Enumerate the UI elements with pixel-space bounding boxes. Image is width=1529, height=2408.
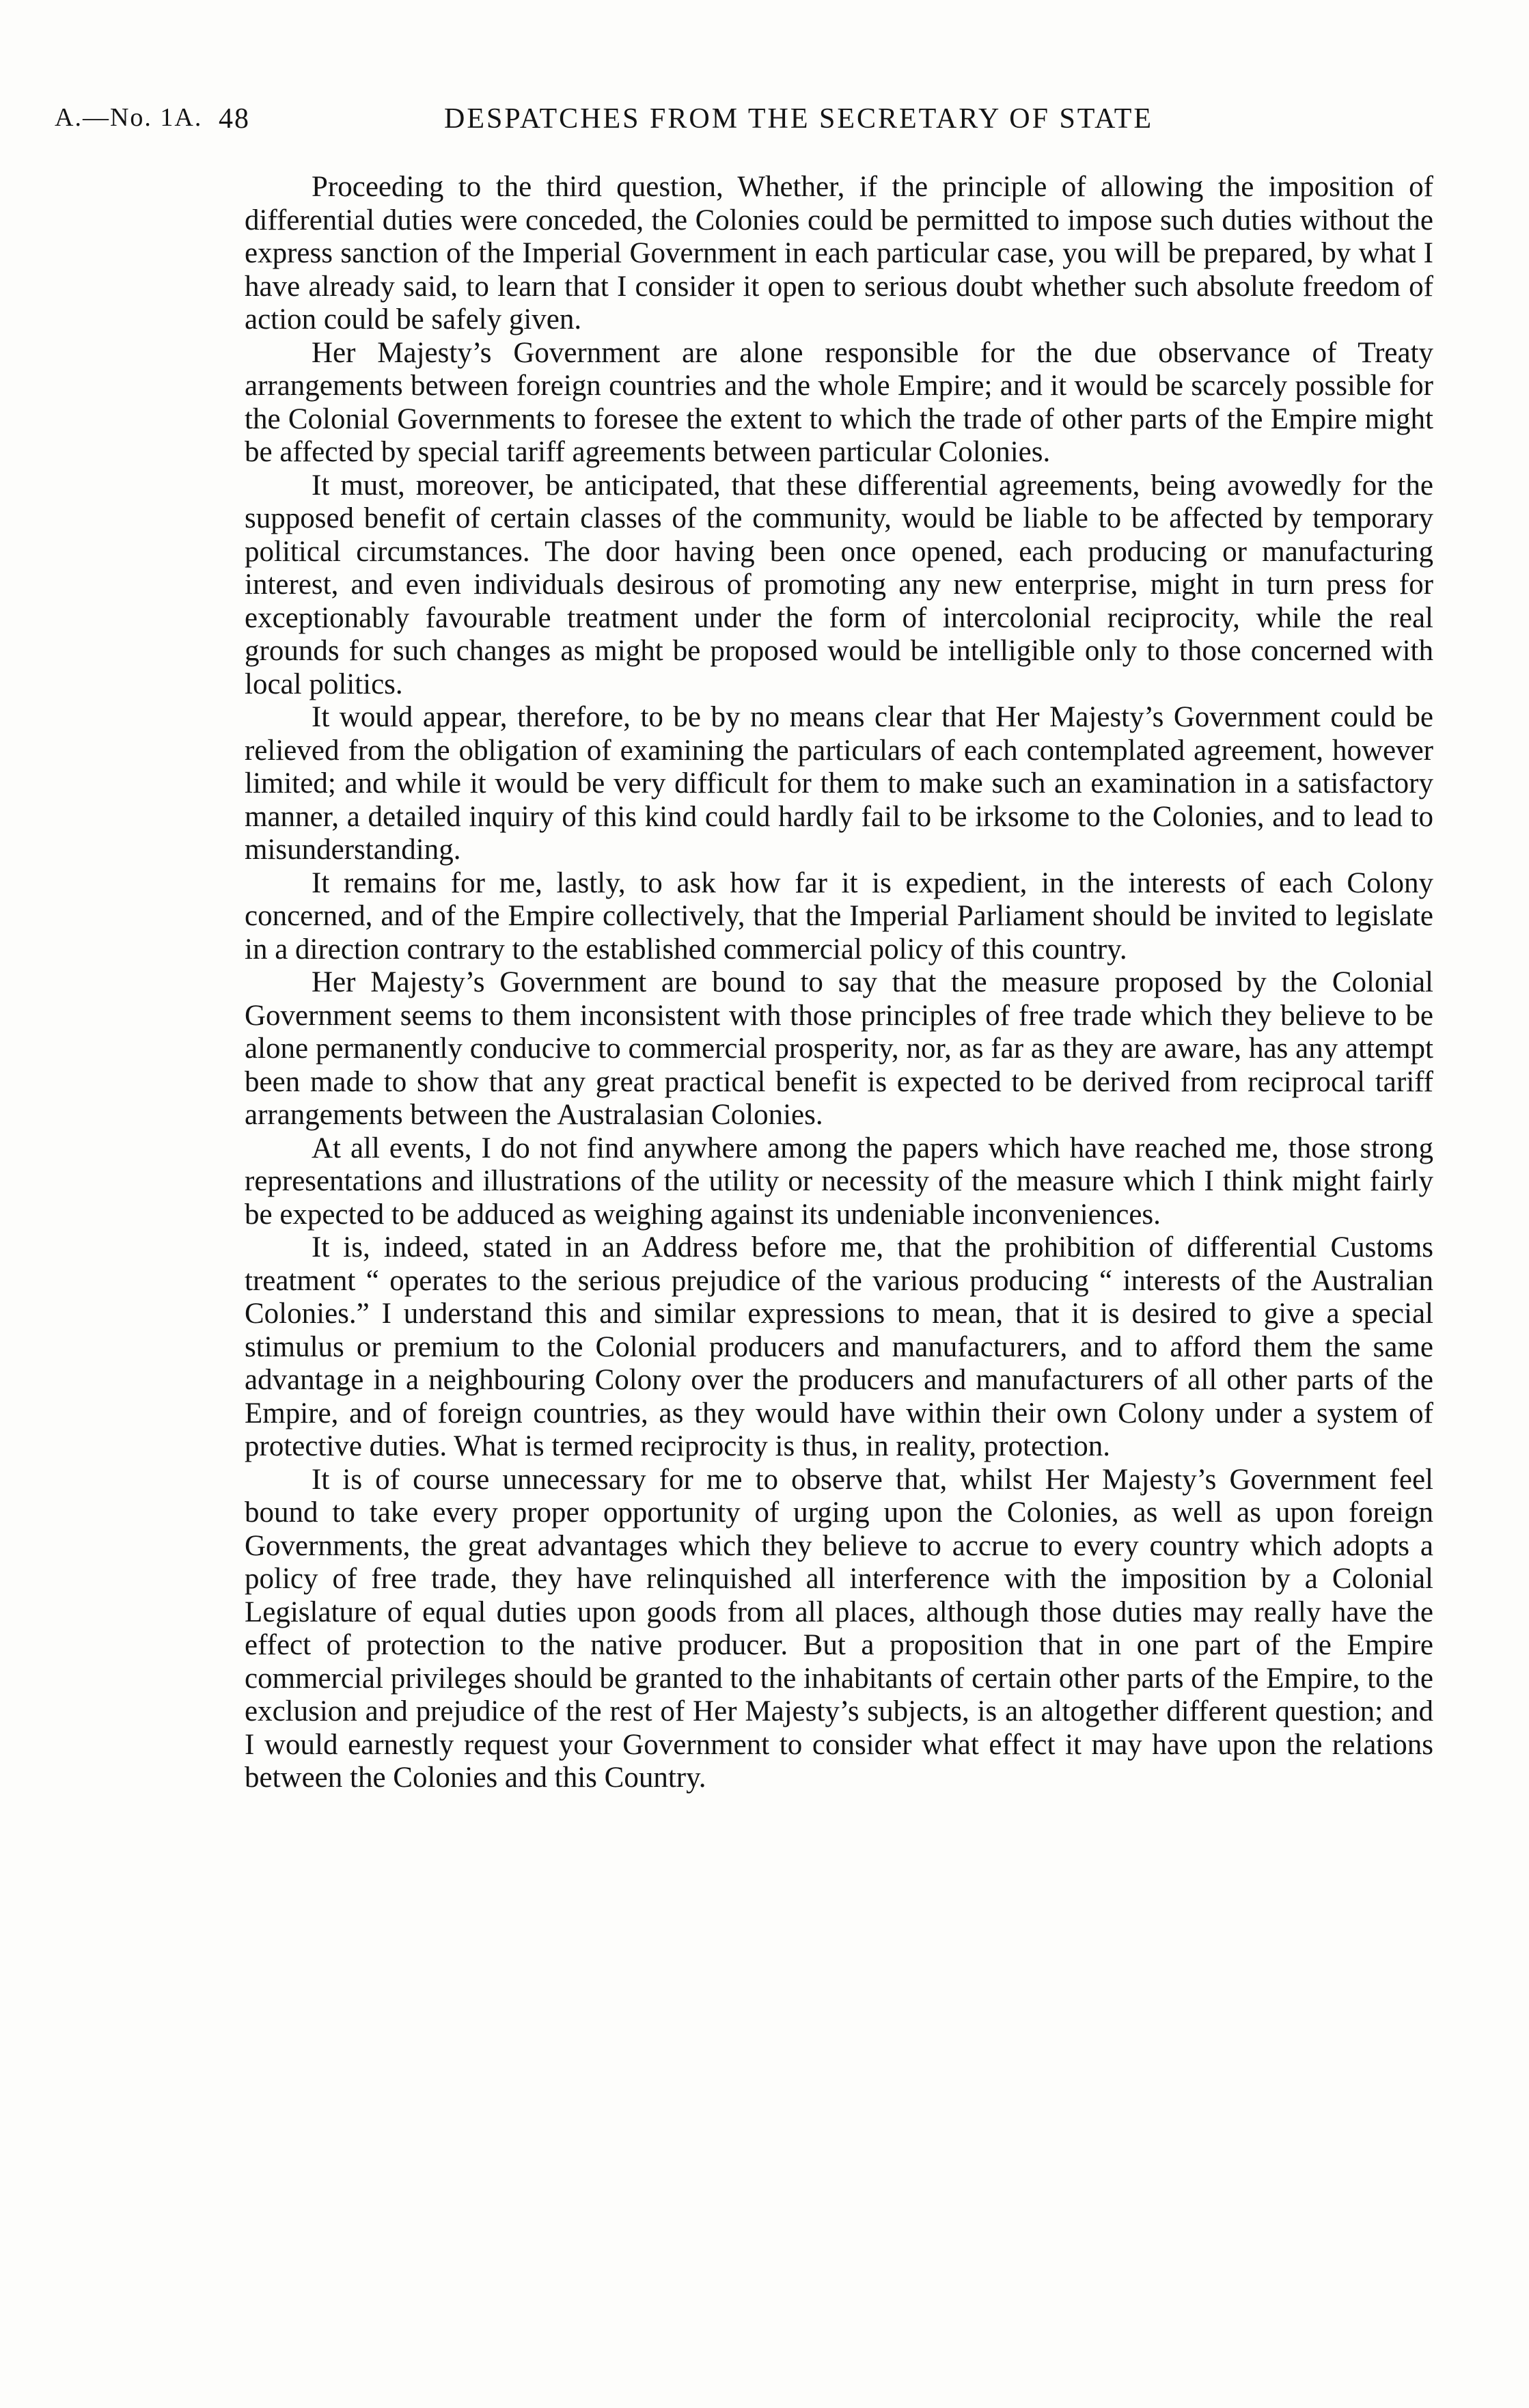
paper-reference: A.—No. 1A. xyxy=(55,103,203,132)
paragraph: It would appear, therefore, to be by no means clear that Her Majesty’s Government could be relieved from the obligation of examining the particulars of each contemplated agreement, however limited; and while it would be very difficult for them to make such an examination in a satisfactory manner, a detailed inquiry of this kind could hardly fail to be irksome to the Colonies, and to lead to misunderstanding. xyxy=(245,701,1433,866)
paragraph: Her Majesty’s Government are alone responsible for the due observance of Treaty arrangements between foreign countries and the whole Empire; and it would be scarcely possible for the Colonial Governments to foresee the extent to which the trade of other parts of the Empire might be affected by special tariff agreements between particular Colonies. xyxy=(245,336,1433,468)
page-number: 48 xyxy=(219,103,250,135)
paragraph: It is, indeed, stated in an Address before me, that the prohibition of differential Customs treatment “ operates to the serious prejudice of the various producing “ interests of the Australian Colonies.” I understand this and similar expressions to mean, that it is desired to give a special stimulus or premium to the Colonial producers and manufacturers, and to afford them the same advantage in a neighbouring Colony over the producers and manufacturers of all other parts of the Empire, and of foreign countries, as they would have within their own Colony under a system of protective duties. What is termed reciprocity is thus, in reality, protection. xyxy=(245,1231,1433,1462)
paragraph: It must, moreover, be anticipated, that these differential agreements, being avowedly for the supposed benefit of certain classes of the community, would be liable to be affected by temporary political circumstances. The door having been once opened, each producing or manufacturing interest, and even individuals desirous of promoting any new enterprise, might in turn press for exceptionably favourable treatment under the form of intercolonial reciprocity, while the real grounds for such changes as might be proposed would be intelligible only to those concerned with local politics. xyxy=(245,469,1433,700)
running-title: DESPATCHES FROM THE SECRETARY OF STATE xyxy=(444,103,1154,135)
paragraph: It is of course unnecessary for me to observe that, whilst Her Majesty’s Government feel bound to take every proper opportunity of urging upon the Colonies, as well as upon foreign Governments, the great advantages which they believe to accrue to every country which adopts a policy of free trade, they have relinquished all interference with the imposition by a Colonial Legislature of equal duties upon goods from all places, although those duties may really have the effect of protection to the native producer. But a proposition that in one part of the Empire commercial privileges should be granted to the inhabitants of certain other parts of the Empire, to the exclusion and prejudice of the rest of Her Majesty’s subjects, is an altogether different question; and I would earnestly request your Government to consider what effect it may have upon the relations between the Colonies and this Country. xyxy=(245,1463,1433,1794)
page-header xyxy=(55,102,1421,143)
paragraph: Proceeding to the third question, Whether, if the principle of allowing the imposition of differential duties were conceded, the Colonies could be permitted to impose such duties without the express sanction of the Imperial Government in each particular case, you will be prepared, by what I have already said, to learn that I consider it open to serious doubt whether such absolute freedom of action could be safely given. xyxy=(245,171,1433,336)
paragraph: Her Majesty’s Government are bound to say that the measure proposed by the Colonial Government seems to them inconsistent with those principles of free trade which they believe to be alone permanently conducive to commercial prosperity, nor, as far as they are aware, has any attempt been made to show that any great practical benefit is expected to be derived from reciprocal tariff arrangements between the Australasian Colonies. xyxy=(245,966,1433,1131)
body-text xyxy=(245,171,1433,1795)
paragraph: At all events, I do not find anywhere among the papers which have reached me, those strong representations and illustrations of the utility or necessity of the measure which I think might fairly be expected to be adduced as weighing against its undeniable inconveniences. xyxy=(245,1132,1433,1231)
paragraph: It remains for me, lastly, to ask how far it is expedient, in the interests of each Colony concerned, and of the Empire collectively, that the Imperial Parliament should be invited to legislate in a direction contrary to the established commercial policy of this country. xyxy=(245,866,1433,966)
